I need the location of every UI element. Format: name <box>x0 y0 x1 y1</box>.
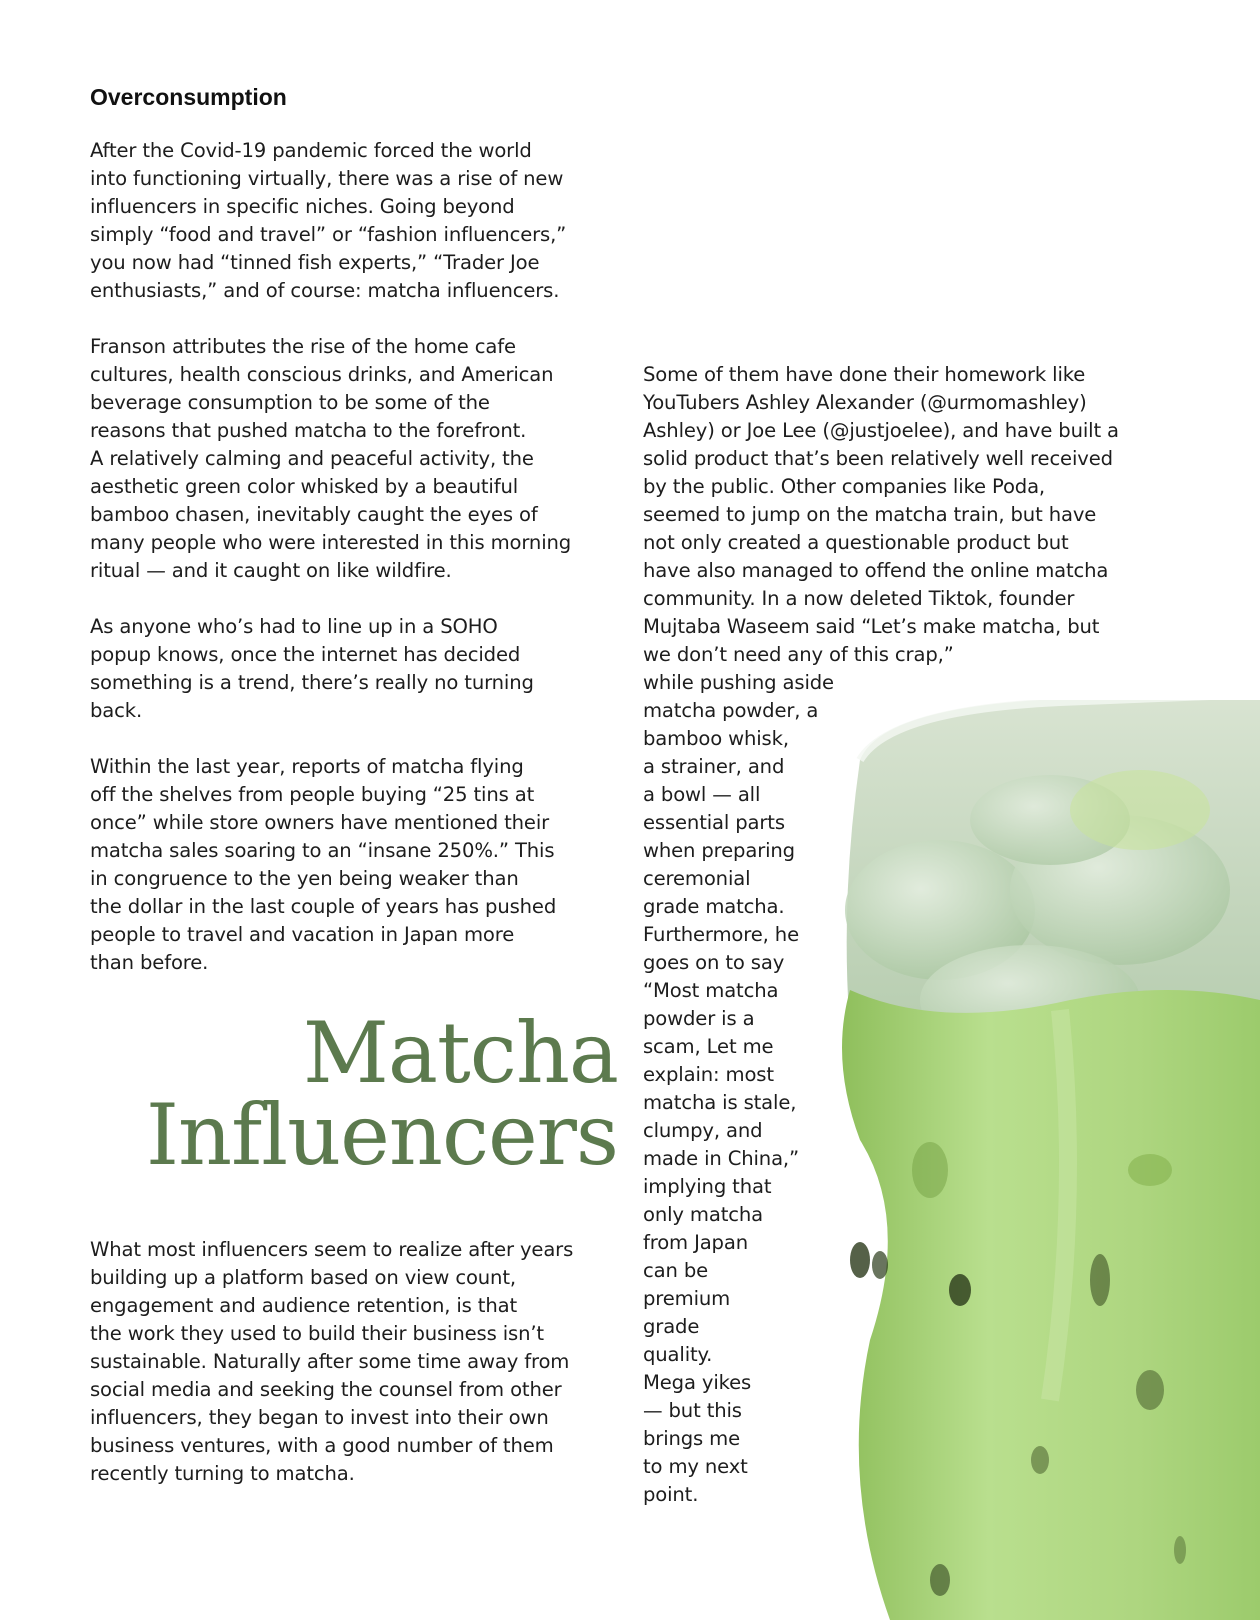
left-column <box>90 84 630 977</box>
title-line-2: Influencers <box>145 1086 618 1184</box>
paragraph-franson: Franson attributes the rise of the home cafe cultures, health conscious drinks, and American beverage consumption to be some of the reasons that pushed matcha to the forefront. A relatively calming and peaceful activity, the aesthetic green color whisked by a beautiful bamboo chasen, inevitably caught the eyes of many people who were interested in this morning ritual — and it caught on like wildfire. <box>90 335 572 582</box>
paragraph-soho: As anyone who’s had to line up in a SOHO popup knows, once the internet has decided something is a trend, there’s really no turning back. <box>90 615 534 722</box>
paragraph-covid: After the Covid-19 pandemic forced the world into functioning virtually, there was a rise of new influencers in specific niches. Going beyond simply “food and travel” or “fashion influencers,” you now had “tinned fish experts,” “Trader Joe enthusiasts,” and of course: matcha influencers. <box>90 139 567 302</box>
title-line-1: Matcha <box>302 1004 618 1102</box>
paragraph-homework: Some of them have done their homework like YouTubers Ashley Alexander (@urmomashley) Ashley) or Joe Lee (@justjoelee), and have built a solid product that’s been relatively well received by the public. Other companies like Poda, seemed to jump on the matcha train, but have not only created a questionable product but have also managed to offend the online matcha community. In a now deleted Tiktok, founder Mujtaba Waseem said “Let’s make matcha, but we don’t need any of this crap,” <box>643 363 1119 666</box>
section-heading: Overconsumption <box>90 84 287 110</box>
article-title <box>90 1004 618 1184</box>
right-column <box>643 361 1183 1509</box>
paragraph-influencers: What most influencers seem to realize after years building up a platform based on view count, engagement and audience retention, is that the work they used to build their business isn’t sustainable. Naturally after some time away from social media and seeking the counsel from other influencers, they began to invest into their own business ventures, with a good number of them recently turning to matcha. <box>90 1238 574 1485</box>
left-column-bottom <box>90 1236 630 1488</box>
paragraph-sales: Within the last year, reports of matcha flying off the shelves from people buying “25 tins at once” while store owners have mentioned their matcha sales soaring to an “insane 250%.” This in congruence to the yen being weaker than the dollar in the last couple of years has pushed people to travel and vacation in Japan more than before. <box>90 755 557 974</box>
paragraph-narrow-wrap: while pushing aside matcha powder, a bamboo whisk, a strainer, and a bowl — all essential parts when preparing ceremonial grade matcha. Furthermore, he goes on to say “Most matcha powder is a scam, Let me explain: most matcha is stale, clumpy, and made in China,” implying that only matcha from Japan can be premium grade quality. Mega yikes — but this brings me to my next point. <box>643 671 834 1506</box>
